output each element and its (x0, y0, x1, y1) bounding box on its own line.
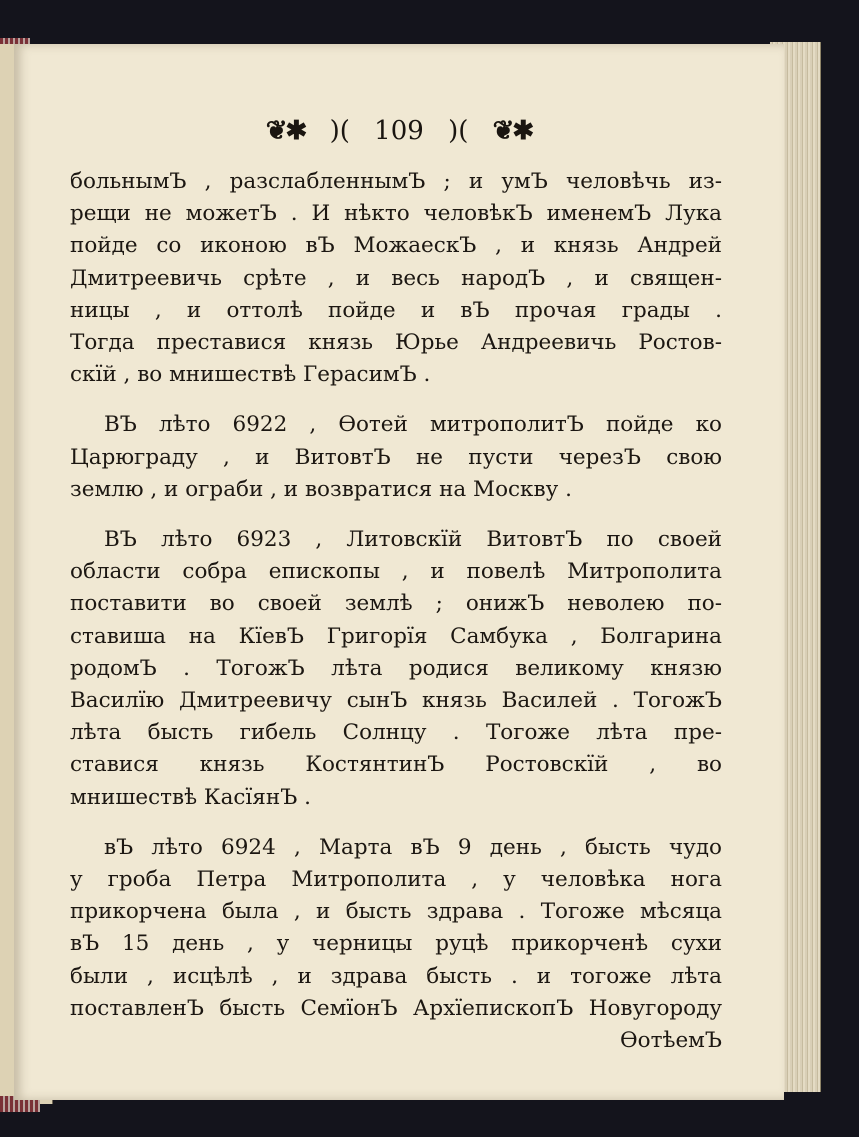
text-line: поставити во своей землѣ ; онижЪ неволею по- (70, 591, 722, 617)
text-line: вЪ 15 день , у черницы руцѣ прикорченѣ сухи (70, 931, 722, 957)
text-line: ставиша на КїевЪ Григорїя Самбука , Болгарина (70, 623, 722, 649)
text-line: ницы , и оттолѣ пойде и вЪ прочая грады . (70, 297, 722, 323)
text-line: мнишествѣ КасїянЪ . (70, 784, 311, 810)
text-line: области собра епископы , и повелѣ Митрополита (70, 559, 722, 585)
text-line: Василїю Дмитреевичу сынЪ князь Василей . ТогожЪ (70, 688, 722, 714)
text-line: землю , и ограби , и возвратися на Москву . (70, 476, 572, 502)
header-ornament-right: ❦✱ (492, 116, 533, 146)
text-line: пойде со иконою вЪ МожаескЪ , и князь Андрей (70, 233, 722, 259)
text-line: вЪ лѣто 6924 , Марта вЪ 9 день , бысть чудо (104, 834, 722, 860)
header-ornament-left: ❦✱ (265, 116, 306, 146)
text-line: лѣта бысть гибель Солнцу . Тогоже лѣта пре- (70, 720, 722, 746)
header-bracket-right: )( (448, 116, 469, 146)
page-header (14, 116, 784, 152)
text-line: Дмитреевичь срѣте , и весь народЪ , и священ- (70, 265, 722, 291)
text-line: скїй , во мнишествѣ ГерасимЪ . (70, 362, 431, 388)
text-line: прикорчена была , и бысть здрава . Тогоже мѣсяца (70, 899, 722, 925)
text-line: ставися князь КостянтинЪ Ростовскїй , во (70, 752, 722, 778)
page-number: 109 (374, 116, 424, 146)
text-line: поставленЪ бысть СемїонЪ АрхїепископЪ Новугороду (70, 995, 722, 1021)
text-line: ВЪ лѣто 6922 , Ѳотей митрополитЪ пойде ко (104, 412, 722, 438)
paragraph (70, 166, 722, 391)
book-page (14, 44, 784, 1100)
text-line: Царюграду , и ВитовтЪ не пусти черезЪ свою (70, 444, 722, 470)
text-line: были , исцѣлѣ , и здрава бысть . и тогоже лѣта (70, 963, 722, 989)
header-bracket-left: )( (329, 116, 350, 146)
text-line: Тогда преставися князь Юрье Андреевичь Ростов- (70, 330, 722, 356)
paragraph (70, 409, 722, 506)
paragraph-gap (70, 814, 722, 832)
text-line: рещи не можетЪ . И нѣкто человѣкЪ именемЪ Лука (70, 201, 722, 227)
text-line: родомЪ . ТогожЪ лѣта родися великому князю (70, 655, 722, 681)
catchword: ѲотѣемЪ (620, 1028, 722, 1054)
paragraph-gap (70, 391, 722, 409)
text-line: больнымЪ , разслабленнымЪ ; и умЪ человѣчь из- (70, 169, 722, 194)
paragraph (70, 524, 722, 814)
paragraph (70, 832, 722, 1025)
text-line: ВЪ лѣто 6923 , Литовскїй ВитовтЪ по своей (104, 527, 722, 553)
page-text (70, 166, 722, 1057)
text-line: у гроба Петра Митрополита , у человѣка нога (70, 867, 722, 893)
paragraph-gap (70, 506, 722, 524)
